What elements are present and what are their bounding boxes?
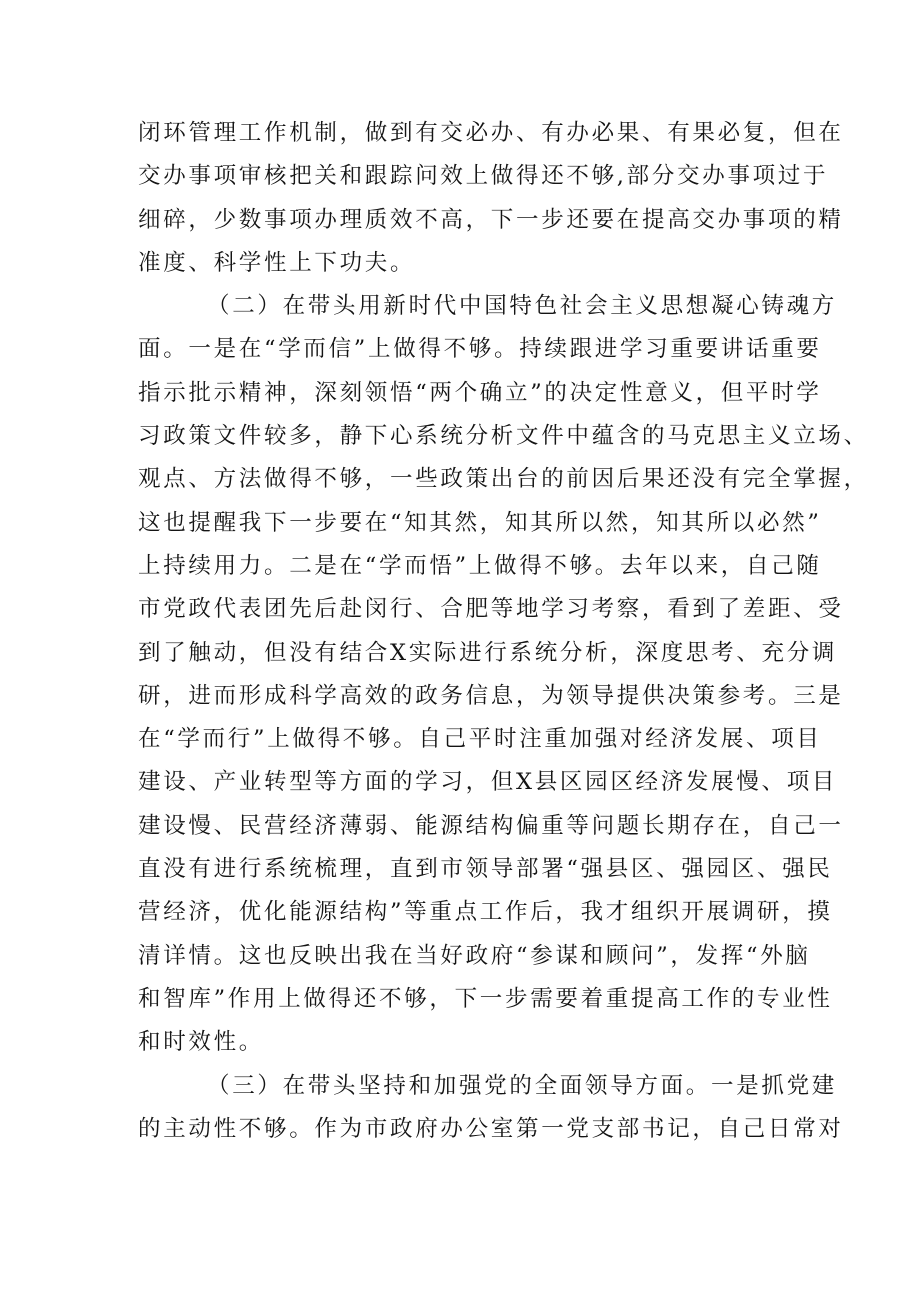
section-heading-2: （二）在带头用新时代中国特色社会主义思想凝心铸魂方 <box>207 293 838 320</box>
text-line: 闭环管理工作机制，做到有交必办、有办必果、有果必复，但在 <box>138 120 844 146</box>
text-line: 直没有进行系统梳理，直到市领导部署“强县区、强园区、强民 <box>138 856 833 883</box>
text-line: 研，进而形成科学高效的政务信息，为领导提供决策参考。三是 <box>138 682 844 709</box>
text-line: 营经济，优化能源结构”等重点工作后，我才组织开展调研，摸 <box>138 899 833 926</box>
text-line: 清详情。这也反映出我在当好政府“参谋和顾问”，发挥“外脑 <box>138 942 811 969</box>
text-line: 细碎，少数事项办理质效不高，下一步还要在提高交办事项的精 <box>138 206 844 233</box>
section-heading-3: （三）在带头坚持和加强党的全面领导方面。一是抓党建 <box>207 1072 838 1099</box>
text-line: 和时效性。 <box>138 1029 265 1056</box>
text-line: 建设慢、民营经济薄弱、能源结构偏重等问题长期存在，自己一 <box>138 812 844 839</box>
text-line: 到了触动，但没有结合X实际进行系统分析，深度思考、充分调 <box>138 639 838 666</box>
body-text <box>138 112 869 1151</box>
text-line: 上持续用力。二是在“学而悟”上做得不够。去年以来，自己随 <box>138 552 822 579</box>
text-line: 指示批示精神，深刻领悟“两个确立”的决定性意义，但平时学 <box>138 379 822 406</box>
text-line: 习政策文件较多，静下心系统分析文件中蕴含的马克思主义立场、 <box>138 423 869 450</box>
text-line: 这也提醒我下一步要在“知其然，知其所以然，知其所以必然” <box>138 509 822 536</box>
text-line: 的主动性不够。作为市政府办公室第一党支部书记，自己日常对 <box>138 1115 844 1142</box>
text-line: 交办事项审核把关和跟踪问效上做得还不够,部分交办事项过于 <box>138 163 829 190</box>
text-line: 市党政代表团先后赴闵行、合肥等地学习考察，看到了差距、受 <box>138 596 844 623</box>
text-line: 面。一是在“学而信”上做得不够。持续跟进学习重要讲话重要 <box>138 336 822 363</box>
text-line: 和智库”作用上做得还不够，下一步需要着重提高工作的专业性 <box>138 985 833 1012</box>
text-line: 准度、科学性上下功夫。 <box>138 249 416 276</box>
text-line: 在“学而行”上做得不够。自己平时注重加强对经济发展、项目 <box>138 726 822 753</box>
text-line: 观点、方法做得不够，一些政策出台的前因后果还没有完全掌握， <box>138 466 869 493</box>
text-line: 建设、产业转型等方面的学习，但X县区园区经济发展慢、项目 <box>138 769 838 796</box>
